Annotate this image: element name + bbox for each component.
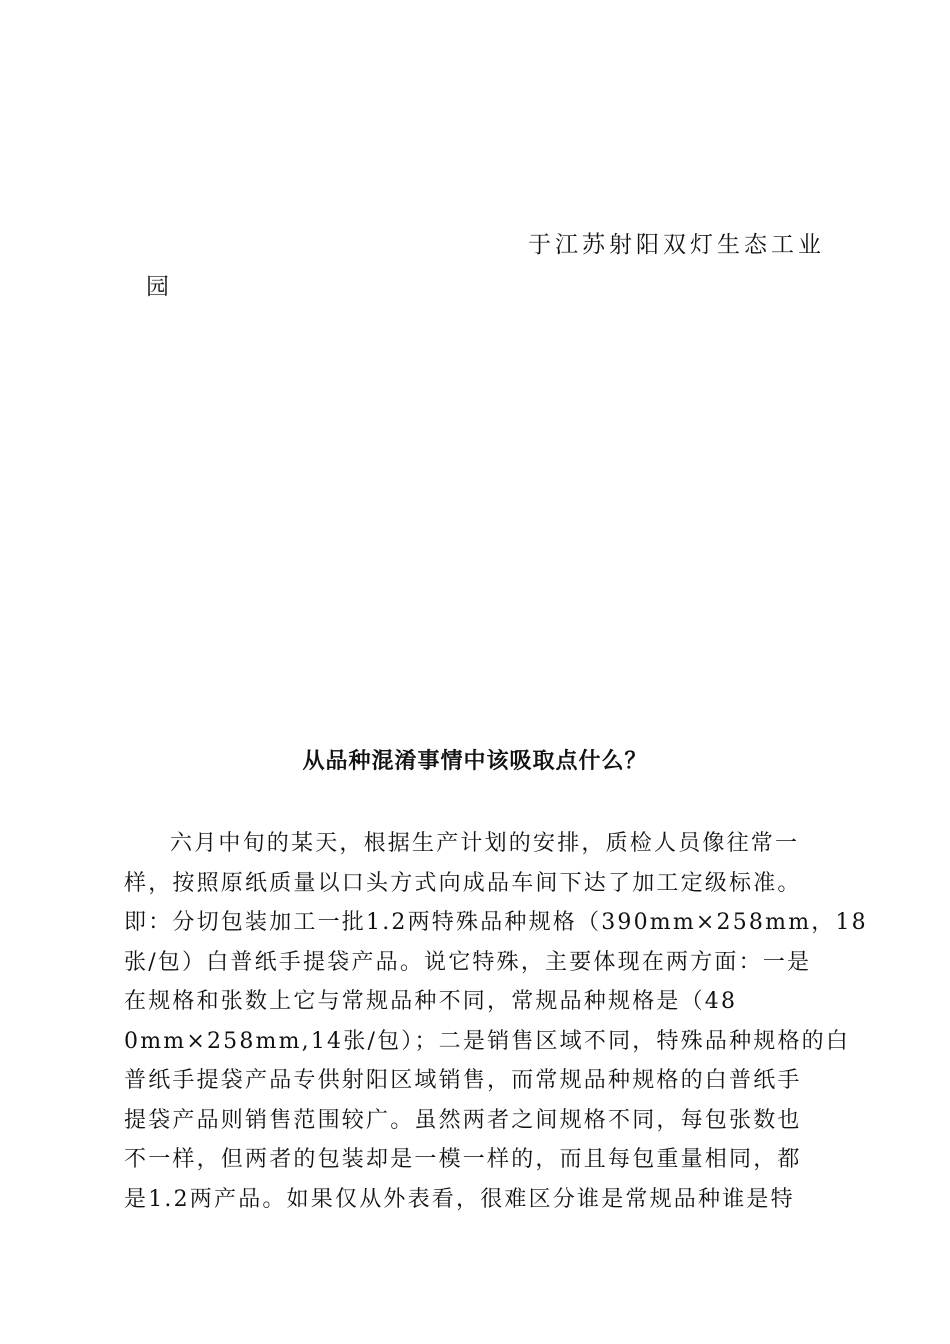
paragraph-line: 不一样，但两者的包装却是一模一样的，而且每包重量相同，都 [124,1147,802,1172]
paragraph-line: 普纸手提袋产品专供射阳区域销售，而常规品种规格的白普纸手 [124,1068,802,1093]
paragraph-line: 样，按照原纸质量以口头方式向成品车间下达了加工定级标准。 [124,870,802,896]
paragraph-line: 提袋产品则销售范围较广。虽然两者之间规格不同，每包张数也 [124,1107,802,1133]
paragraph-line: 六月中旬的某天，根据生产计划的安排，质检人员像往常一 [170,831,800,856]
paragraph-line: 即：分切包装加工一批1.2两特殊品种规格（390mm×258mm，18 [124,910,868,935]
location-text-line1: 于江苏射阳双灯生态工业 [528,232,825,258]
paragraph-line: 张/包）白普纸手提袋产品。说它特殊，主要体现在两方面：一是 [124,949,812,975]
article-body [124,824,868,1219]
paragraph-line: 是1.2两产品。如果仅从外表看，很难区分谁是常规品种谁是特 [124,1186,795,1212]
paragraph-line: 0mm×258mm,14张/包）；二是销售区域不同，特殊品种规格的白 [124,1028,851,1054]
paragraph-line: 在规格和张数上它与常规品种不同，常规品种规格是（48 [124,989,738,1014]
article-title: 从品种混淆事情中该吸取点什么？ [302,748,648,774]
location-text-line2: 园 [146,274,169,300]
